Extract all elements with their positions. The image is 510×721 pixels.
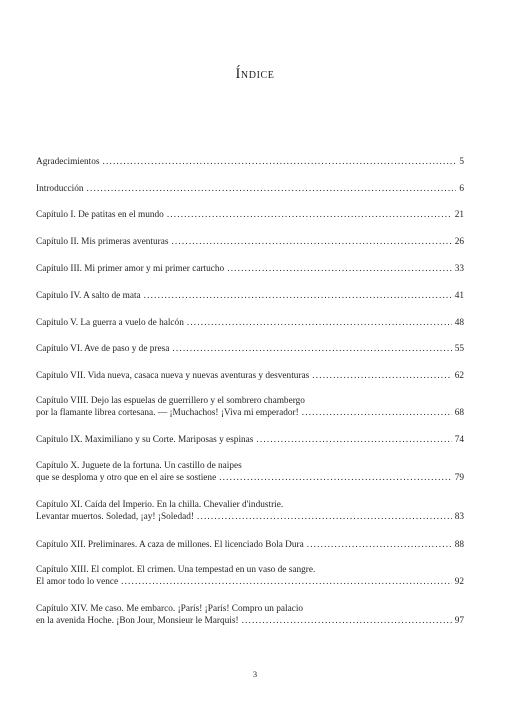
toc-entry-page: 41 [454, 291, 464, 301]
toc-entry [36, 209, 464, 221]
toc-entry-title: Capítulo VI. Ave de paso y de presa [36, 344, 170, 354]
toc-entry [36, 564, 464, 588]
toc-entry [36, 434, 464, 446]
toc-entry-title: Agradecimientos [36, 157, 100, 167]
dot-leader [242, 615, 452, 627]
toc-entry-page: 48 [454, 318, 464, 328]
toc-entry-page: 21 [454, 210, 464, 220]
toc-entry-title: Introducción [36, 184, 84, 194]
dot-leader [197, 511, 452, 523]
dot-leader [171, 236, 451, 248]
toc-entry-page: 55 [454, 344, 464, 354]
toc-entry-title-line: Capítulo XI. Caída del Imperio. En la chilla. Chevalier d'industrie. [36, 500, 284, 510]
toc-entry-page: 6 [459, 184, 464, 194]
toc-entry [36, 183, 464, 195]
toc-entry [36, 263, 464, 275]
toc-entry-title: que se desploma y otro que en el aire se sostiene [36, 473, 217, 483]
toc-entry [36, 499, 464, 523]
toc-entry [36, 395, 464, 419]
toc-entry-page: 74 [454, 435, 464, 445]
toc-entry [36, 370, 464, 382]
toc-entry-title: Capítulo XII. Preliminares. A caza de millones. El licenciado Bola Dura [36, 540, 304, 550]
toc-entry [36, 343, 464, 355]
toc-entry-title: El amor todo lo vence [36, 577, 119, 587]
dot-leader [307, 539, 452, 551]
toc-entry-page: 62 [454, 371, 464, 381]
toc-entry-page: 83 [454, 512, 464, 522]
toc-entry-title-line: Capítulo VIII. Dejo las espuelas de guerrillero y el sombrero chambergo [36, 396, 305, 406]
toc-entry-title: Capítulo IX. Maximiliano y su Corte. Mariposas y espinas [36, 435, 254, 445]
toc-entry-page: 33 [454, 264, 464, 274]
toc-entry-title: Capítulo VII. Vida nueva, casaca nueva y nuevas aventuras y desventuras [36, 371, 310, 381]
toc-entry-page: 5 [459, 157, 464, 167]
page-number: 3 [252, 669, 258, 679]
dot-leader [312, 370, 451, 382]
dot-leader [227, 263, 451, 275]
toc-entry [36, 603, 464, 627]
toc-entry-title: por la flamante librea cortesana. — ¡Muchachos! ¡Viva mi emperador! [36, 408, 299, 418]
toc-entry-title: Capítulo V. La guerra a vuelo de halcón [36, 318, 184, 328]
toc-entry [36, 290, 464, 302]
toc-entry-title: Levantar muertos. Soledad, ¡ay! ¡Soledad! [36, 512, 194, 522]
toc-entry-title-line: Capítulo XIV. Me caso. Me embarco. ¡París! ¡París! Compro un palacio [36, 604, 304, 614]
toc-entry [36, 156, 464, 168]
dot-leader [167, 209, 452, 221]
toc-entry-title: Capítulo III. Mi primer amor y mi primer cartucho [36, 264, 225, 274]
toc-entry [36, 317, 464, 329]
toc-entry-page: 88 [454, 540, 464, 550]
toc-entry [36, 539, 464, 551]
toc-entry-title: Capítulo IV. A salto de mata [36, 291, 141, 301]
toc-entry-title: Capítulo I. De patitas en el mundo [36, 210, 164, 220]
toc-entry-page: 97 [454, 616, 464, 626]
dot-leader [302, 407, 452, 419]
toc-entry-title: en la avenida Hoche. ¡Bon Jour, Monsieur le Marquis! [36, 616, 239, 626]
page-title: Índice [235, 66, 275, 82]
toc-entry-page: 68 [454, 408, 464, 418]
toc-entry-page: 92 [454, 577, 464, 587]
dot-leader [219, 472, 452, 484]
dot-leader [172, 343, 451, 355]
toc-entry [36, 236, 464, 248]
dot-leader [103, 156, 457, 168]
toc-entry-page: 26 [454, 237, 464, 247]
toc-entry [36, 460, 464, 484]
toc-entry-title: Capítulo II. Mis primeras aventuras [36, 237, 169, 247]
dot-leader [256, 434, 451, 446]
toc-entry-page: 79 [454, 473, 464, 483]
dot-leader [87, 183, 457, 195]
dot-leader [144, 290, 452, 302]
toc-entry-title-line: Capítulo XIII. El complot. El crimen. Una tempestad en un vaso de sangre. [36, 565, 316, 575]
toc-entry-title-line: Capítulo X. Juguete de la fortuna. Un castillo de naipes [36, 461, 242, 471]
dot-leader [187, 317, 452, 329]
dot-leader [121, 576, 452, 588]
